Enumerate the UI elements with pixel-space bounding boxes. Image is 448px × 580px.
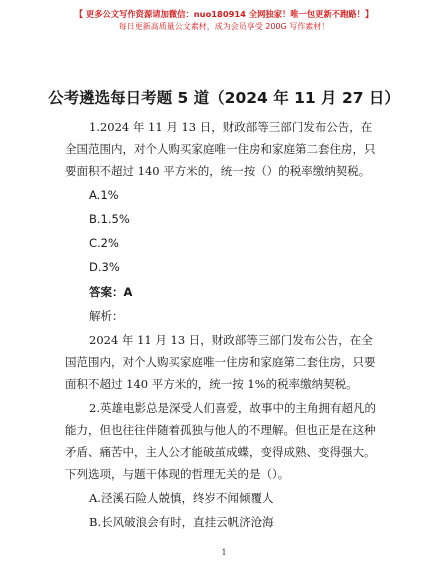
q1-line-2: 全国范围内，对个人购买家庭唯一住房和家庭第二套住房，只 (65, 142, 376, 156)
q1-option-a: A.1% (89, 188, 119, 202)
q2-option-b: B.长风破浪会有时，直挂云帆济沧海 (89, 515, 274, 529)
q1-analysis-line-1: 2024 年 11 月 13 日，财政部等三部门发布公告，在全 (89, 333, 373, 347)
q2-line-4: 下列选项，与题干体现的哲理无关的是（）。 (65, 467, 290, 481)
q2-line-3: 矛盾、痛苦中，主人公才能破茧成蝶，变得成熟、变得强大。 (65, 445, 376, 459)
q2-option-a: A.泾溪石险人兢慎，终岁不闻倾覆人 (89, 491, 274, 505)
q2-line-2: 能力，但也往往伴随着孤独与他人的不理解。但也正是在这种 (65, 423, 376, 437)
promo-line-1: 【 更多公文写作资源请加微信：nuo180914 全网独家！唯一包更新不跑路！】 (74, 9, 374, 19)
q1-analysis-label: 解析： (89, 309, 124, 323)
q1-option-c: C.2% (89, 236, 119, 250)
page-number: 1 (221, 548, 227, 557)
q2-line-1: 2.英雄电影总是深受人们喜爱，故事中的主角拥有超凡的 (89, 401, 376, 415)
q1-line-1: 1.2024 年 11 月 13 日，财政部等三部门发布公告，在 (89, 120, 373, 134)
q1-analysis-line-3: 面积不超过 140 平方米的，统一按 1%的税率缴纳契税。 (65, 377, 358, 391)
page-title: 公考遴选每日考题 5 道（2024 年 11 月 27 日） (48, 89, 400, 107)
q1-answer: 答案：A (89, 285, 133, 299)
q1-analysis-line-2: 国范围内，对个人购买家庭唯一住房和家庭第二套住房，只要 (65, 355, 376, 369)
promo-line-2: 每日更新高质量公文素材，成为会员享受 200G 写作素材！ (118, 22, 330, 31)
q1-option-b: B.1.5% (89, 212, 130, 226)
q1-option-d: D.3% (89, 260, 120, 274)
q1-line-3: 要面积不超过 140 平方米的，统一按（）的税率缴纳契税。 (65, 164, 371, 178)
